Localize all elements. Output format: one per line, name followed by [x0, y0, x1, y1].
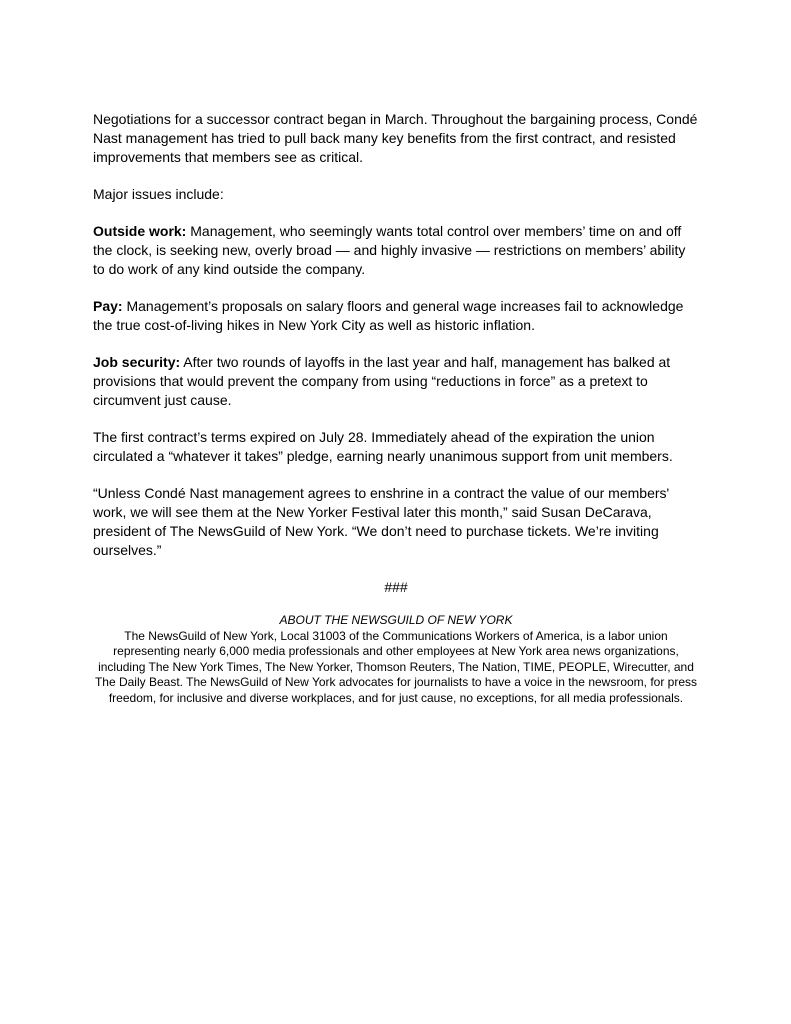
outside-work-text: Management, who seemingly wants total control over members’ time on and off the clock, is seeking new, overly broad — and highly invasive — restrictions on members’ ability to do work of any kind outside the company.: [93, 223, 686, 277]
about-body: The NewsGuild of New York, Local 31003 of the Communications Workers of America, is a labor union representing nearly 6,000 media professionals and other employees at New York area news organizations, including The New York Times, The New Yorker, Thomson Reuters, The Nation, TIME, PEOPLE, Wirecutter, and The Daily Beast. The NewsGuild of New York advocates for journalists to have a voice in the newsroom, for press freedom, for inclusive and diverse workplaces, and for just cause, no exceptions, for all media professionals.: [94, 628, 698, 705]
intro-paragraph: Negotiations for a successor contract began in March. Throughout the bargaining process, Condé Nast management has tried to pull back many key benefits from the first contract, and resisted improvements that members see as critical.: [93, 111, 698, 165]
outside-work-label: Outside work:: [93, 223, 187, 239]
end-separator: ###: [384, 579, 408, 595]
job-security-label: Job security:: [93, 354, 181, 370]
issues-intro-paragraph: Major issues include:: [93, 186, 224, 202]
outside-work-paragraph: [93, 222, 699, 279]
pay-label: Pay:: [93, 298, 123, 314]
pay-paragraph: [93, 297, 699, 335]
pay-text: Management’s proposals on salary floors and general wage increases fail to acknowledge the true cost-of-living hikes in New York City as well as historic inflation.: [93, 298, 684, 333]
about-title: ABOUT THE NEWSGUILD OF NEW YORK: [279, 613, 513, 627]
expiration-paragraph: The first contract’s terms expired on July 28. Immediately ahead of the expiration the union circulated a “whatever it takes” pledge, earning nearly unanimous support from unit members.: [93, 429, 673, 464]
quote-paragraph: “Unless Condé Nast management agrees to enshrine in a contract the value of our members' work, we will see them at the New Yorker Festival later this month,” said Susan DeCarava, president of The NewsGuild of New York. “We don’t need to purchase tickets. We’re inviting ourselves.”: [93, 485, 670, 558]
job-security-paragraph: [93, 353, 699, 410]
press-release-page: [93, 110, 699, 706]
about-section: [93, 613, 699, 706]
job-security-text: After two rounds of layoffs in the last year and half, management has balked at provisions that would prevent the company from using “reductions in force” as a pretext to circumvent just cause.: [93, 354, 671, 408]
